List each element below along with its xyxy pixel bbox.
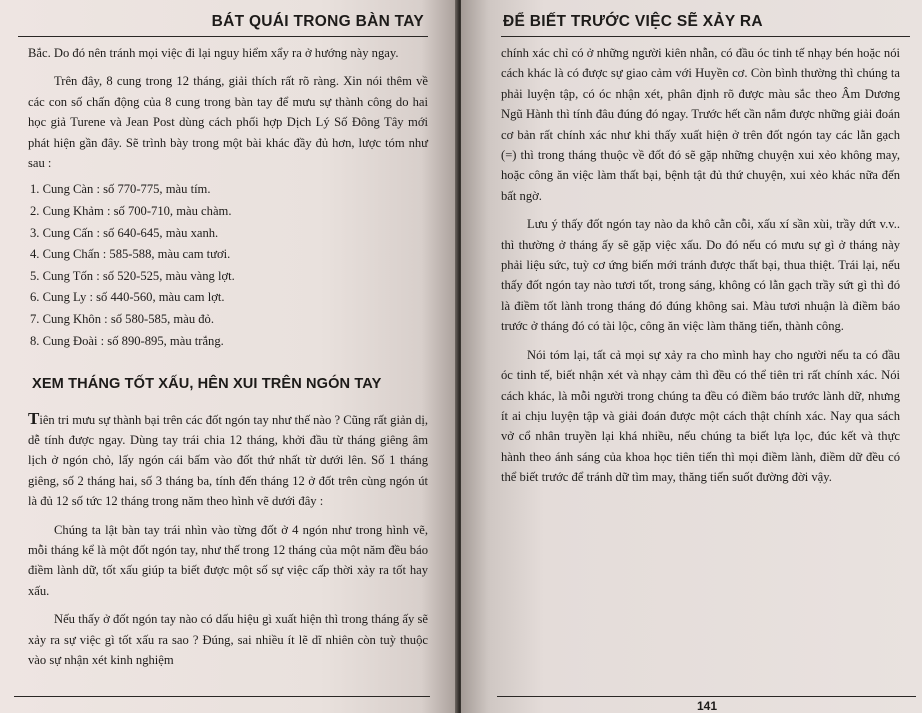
header-rule-right <box>501 36 910 37</box>
list-item: 7. Cung Khôn : số 580-585, màu đỏ. <box>30 312 215 326</box>
footer-rule-left <box>14 696 430 697</box>
header-rule-left <box>18 36 428 37</box>
footer-rule-right <box>497 696 916 697</box>
paragraph: Nói tóm lại, tất cả mọi sự xảy ra cho mình hay cho người nếu ta có đầu óc tinh tế, biết nhận xét và nhạy cảm thì đều có thể tiên tri rất chính xác. Nói cách khác, là mỗi người trong chúng ta đều có điềm báo trước lành dữ, nhưng ít ai chịu luyện tập và giải đoán được một cách thật chính xác. Nay qua sách vở cổ nhân truyền lại khá nhiều, nếu chúng ta biết lựa lọc, đúc kết và thực hành theo ánh sáng của khoa học tiên tiến thì mọi điềm lành, điềm dữ đều có thể biết trước để tránh dữ tìm may, thăng tiến suốt đường đời vậy. <box>501 347 900 485</box>
list-item: 6. Cung Ly : số 440-560, màu cam lợt. <box>30 290 225 305</box>
section-first-paragraph <box>28 409 428 512</box>
paragraph: Chúng ta lật bàn tay trái nhìn vào từng đốt ở 4 ngón như trong hình vẽ, mỗi tháng kể là một đốt ngón tay, như thế trong 12 tháng của một năm đều báo điềm lành dữ, tốt xấu giúp ta biết được một số sự việc cấp thời xảy ra tốt hay xấu. <box>28 522 428 598</box>
paragraph: Nếu thấy ở đốt ngón tay nào có dấu hiệu gì xuất hiện thì trong tháng ấy sẽ xảy ra sự việc gì tốt xấu ra sao ? Đúng, sai nhiều ít lẽ dĩ nhiên còn tuỳ thuộc vào sự nhận xét kinh nghiệm <box>28 612 428 668</box>
left-page <box>0 0 458 713</box>
page-number: 141 <box>697 699 718 713</box>
palace-number-list <box>28 179 428 352</box>
running-head-left: BÁT QUÁI TRONG BÀN TAY <box>211 13 424 30</box>
paragraph: Lưu ý thấy đốt ngón tay nào da khô cằn cỗi, xấu xí sần xùi, trầy dứt v.v.. thì thường ở tháng ấy sẽ gặp việc xấu. Do đó nếu có mưu sự gì ở tháng này phải liệu sức, tuỳ cơ ứng biến mới tránh được thất bại, thua thiệt. Trái lại, nếu thấy đốt ngón tay nào tươi tốt, trong sáng, không có lằn gạch trầy sứt gì thì đó là điềm tốt lành trong tháng đó đúng không sai. Màu tươi nhuận là điềm báo trước ở tháng đó có tài lộc, công ăn việc làm thăng tiến, thành công. <box>501 217 900 334</box>
list-item: 3. Cung Cấn : số 640-645, màu xanh. <box>30 225 219 240</box>
right-page-body <box>501 43 900 488</box>
list-item: 4. Cung Chấn : 585-588, màu cam tươi. <box>30 247 231 262</box>
paragraph: chính xác chỉ có ở những người kiên nhẫn, có đầu óc tinh tế nhạy bén hoặc nói cách khác là có được sự giao cảm với Huyền cơ. Còn bình thường thì chúng ta phải luyện tập, có óc nhận xét, phân định rõ được màu sắc theo Âm Dương Ngũ Hành thì tính đâu đúng đó ngay. Trước hết cần nắm được những giải đoán cơ bản rất chính xác như khi thấy xuất hiện ở trên đốt ngón tay các lằn gạch (=) thì trong tháng thuộc về đốt đó sẽ gặp những chuyện xui xẻo không may, hoặc công ăn việc làm thất bại, bệnh tật đủ thứ chuyện, xui xẻo khác nữa đến bất ngờ. <box>501 46 900 203</box>
list-item: 5. Cung Tốn : số 520-525, màu vàng lợt. <box>30 268 235 283</box>
list-item: 8. Cung Đoài : số 890-895, màu trắng. <box>30 333 224 348</box>
list-item: 1. Cung Càn : số 770-775, màu tím. <box>30 182 211 197</box>
left-page-body <box>28 43 428 670</box>
paragraph: Bắc. Do đó nên tránh mọi việc đi lại nguy hiểm xẩy ra ở hướng này ngay. <box>28 46 399 60</box>
drop-cap: T <box>28 408 40 428</box>
paragraph-text: iên tri mưu sự thành bại trên các đốt ngón tay như thế nào ? Cũng rất giản dị, dễ tính được ngay. Dùng tay trái chia 12 tháng, khởi đầu từ tháng giêng âm lịch ở ngón chỏ, lấy ngón cái bấm vào đốt thứ nhất từ dưới lên. Số 1 tháng giêng, số 2 tháng hai, số 3 tháng ba, tính đến tháng 12 ở đốt trên cùng ngón út là đủ 12 số tức 12 tháng trong năm theo hình vẽ dưới đây : <box>28 412 428 509</box>
running-head-right: ĐỂ BIẾT TRƯỚC VIỆC SẼ XẢY RA <box>503 13 763 30</box>
list-item: 2. Cung Khảm : số 700-710, màu chàm. <box>30 204 232 219</box>
right-page <box>461 0 922 713</box>
paragraph: Trên đây, 8 cung trong 12 tháng, giải thích rất rõ ràng. Xin nói thêm về các con số chấn động của 8 cung trong bàn tay để mưu sự thành công do hai học giả Turene và Jean Post dùng cách phối hợp Dịch Lý Số Đông Tây mới phát hiện gần đây. Sẽ trình bày trong một bài khác đầy đủ hơn, lược tóm như sau : <box>28 74 428 171</box>
section-title: XEM THÁNG TỐT XẤU, HÊN XUI TRÊN NGÓN TAY <box>32 376 382 393</box>
